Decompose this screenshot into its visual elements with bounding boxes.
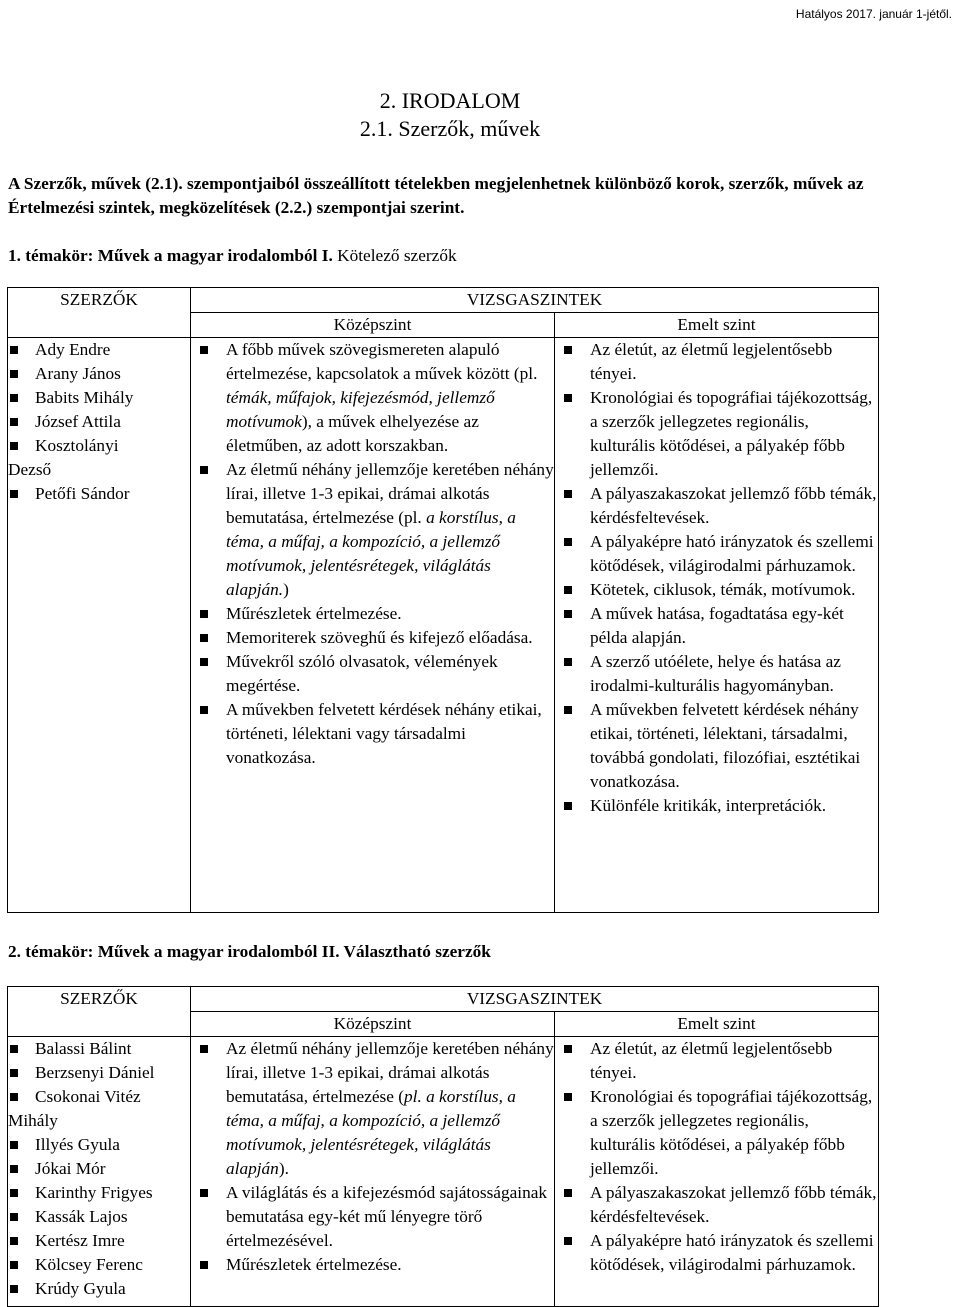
- author-item: Jókai Mór: [8, 1157, 190, 1181]
- effective-date-header: Hatályos 2017. január 1-jétől.: [795, 7, 952, 21]
- author-item: Balassi Bálint: [8, 1037, 190, 1061]
- authors-header: SZERZŐK: [8, 987, 191, 1037]
- mid-item: A világlátás és a kifejezésmód sajátosságainak bemutatása egy-két mű lényegre törő értelmezésével.: [196, 1181, 554, 1253]
- author-item: Kölcsey Ferenc: [8, 1253, 190, 1277]
- adv-item: A pályaszakaszokat jellemző főbb témák, kérdésfeltevések.: [560, 482, 878, 530]
- author-item-continuation: Dezső: [8, 460, 52, 479]
- topic-2-heading: 2. témakör: Művek a magyar irodalomból II. Választható szerzők: [8, 942, 491, 961]
- topic-1-heading: [8, 244, 457, 268]
- adv-level-cell: [555, 1037, 879, 1307]
- author-item: József Attila: [8, 410, 190, 434]
- mid-item: Művekről szóló olvasatok, vélemények megértése.: [196, 650, 554, 698]
- adv-item: A szerző utóélete, helye és hatása az irodalmi-kulturális hagyományban.: [560, 650, 878, 698]
- mid-item: Az életmű néhány jellemzője keretében néhány lírai, illetve 1-3 epikai, drámai alkotás bemutatása, értelmezése (pl. a korstílus, a téma, a műfaj, a kompozíció, a jellemző motívumok, jelentésrétegek, világlátás alapján).: [196, 1037, 554, 1181]
- adv-item: A pályaszakaszokat jellemző főbb témák, kérdésfeltevések.: [560, 1181, 878, 1229]
- mid-item: Az életmű néhány jellemzője keretében néhány lírai, illetve 1-3 epikai, drámai alkotás bemutatása, értelmezése (pl. a korstílus, a téma, a műfaj, a kompozíció, a jellemző motívumok, jelentésrétegek, világlátás alapján.): [196, 458, 554, 602]
- levels-header: VIZSGASZINTEK: [191, 987, 879, 1012]
- author-item: Krúdy Gyula: [8, 1277, 190, 1301]
- adv-item: A művekben felvetett kérdések néhány etikai, történeti, lélektani, társadalmi, továbbá gondolati, filozófiai, esztétikai vonatkozása.: [560, 698, 878, 794]
- adv-item: A művek hatása, fogadtatása egy-két példa alapján.: [560, 602, 878, 650]
- adv-level-header: Emelt szint: [555, 313, 879, 338]
- adv-item: Az életút, az életmű legjelentősebb tényei.: [560, 1037, 878, 1085]
- mid-item: Memoriterek szöveghű és kifejező előadása.: [196, 626, 554, 650]
- topic-1-table: [7, 287, 879, 913]
- author-item: Kassák Lajos: [8, 1205, 190, 1229]
- subsection-title: 2.1. Szerzők, művek: [359, 116, 541, 141]
- topic-2-table: [7, 986, 879, 1307]
- author-list-cell: [8, 338, 191, 913]
- authors-header: SZERZŐK: [8, 288, 191, 338]
- mid-item: A művekben felvetett kérdések néhány etikai, történeti, lélektani vagy társadalmi vonatkozása.: [196, 698, 554, 770]
- author-item: Kosztolányi: [8, 434, 190, 458]
- author-item: Berzsenyi Dániel: [8, 1061, 190, 1085]
- adv-item: Kötetek, ciklusok, témák, motívumok.: [560, 578, 878, 602]
- section-title: 2. IRODALOM: [379, 88, 521, 113]
- author-item: Illyés Gyula: [8, 1133, 190, 1157]
- adv-item: A pályaképre ható irányzatok és szellemi kötődések, világirodalmi párhuzamok.: [560, 1229, 878, 1277]
- levels-header: VIZSGASZINTEK: [191, 288, 879, 313]
- mid-level-header: Középszint: [191, 313, 555, 338]
- mid-level-cell: [191, 338, 555, 913]
- adv-item: Különféle kritikák, interpretációk.: [560, 794, 878, 818]
- author-list-cell: [8, 1037, 191, 1307]
- adv-level-cell: [555, 338, 879, 913]
- adv-item: A pályaképre ható irányzatok és szellemi kötődések, világirodalmi párhuzamok.: [560, 530, 878, 578]
- mid-item: A főbb művek szövegismereten alapuló értelmezése, kapcsolatok a művek között (pl. témák, műfajok, kifejezésmód, jellemző motívumok), a művek elhelyezése az életműben, az adott korszakban.: [196, 338, 554, 458]
- adv-item: Kronológiai és topográfiai tájékozottság, a szerzők jellegzetes regionális, kulturális kötődései, a pályakép főbb jellemzői.: [560, 1085, 878, 1181]
- adv-item: Az életút, az életmű legjelentősebb tényei.: [560, 338, 878, 386]
- intro-paragraph: A Szerzők, művek (2.1). szempontjaiból összeállított tételekben megjelenhetnek különböző korok, szerzők, művek az Értelmezési szintek, megközelítések (2.2.) szempontjai szerint.: [8, 174, 864, 217]
- adv-item: Kronológiai és topográfiai tájékozottság, a szerzők jellegzetes regionális, kulturális kötődései, a pályakép főbb jellemzői.: [560, 386, 878, 482]
- mid-item: Műrészletek értelmezése.: [196, 1253, 554, 1277]
- author-item: Karinthy Frigyes: [8, 1181, 190, 1205]
- author-item: Ady Endre: [8, 338, 190, 362]
- mid-level-cell: [191, 1037, 555, 1307]
- author-item: Babits Mihály: [8, 386, 190, 410]
- mid-level-header: Középszint: [191, 1012, 555, 1037]
- topic-1-normal: Kötelező szerzők: [332, 246, 457, 265]
- author-item: Petőfi Sándor: [8, 482, 190, 506]
- author-item: Kertész Imre: [8, 1229, 190, 1253]
- author-item: Arany János: [8, 362, 190, 386]
- mid-item: Műrészletek értelmezése.: [196, 602, 554, 626]
- author-item: Csokonai Vitéz: [8, 1085, 190, 1109]
- topic-1-bold: 1. témakör: Művek a magyar irodalomból I.: [8, 246, 333, 265]
- adv-level-header: Emelt szint: [555, 1012, 879, 1037]
- author-item-continuation: Mihály: [8, 1111, 58, 1130]
